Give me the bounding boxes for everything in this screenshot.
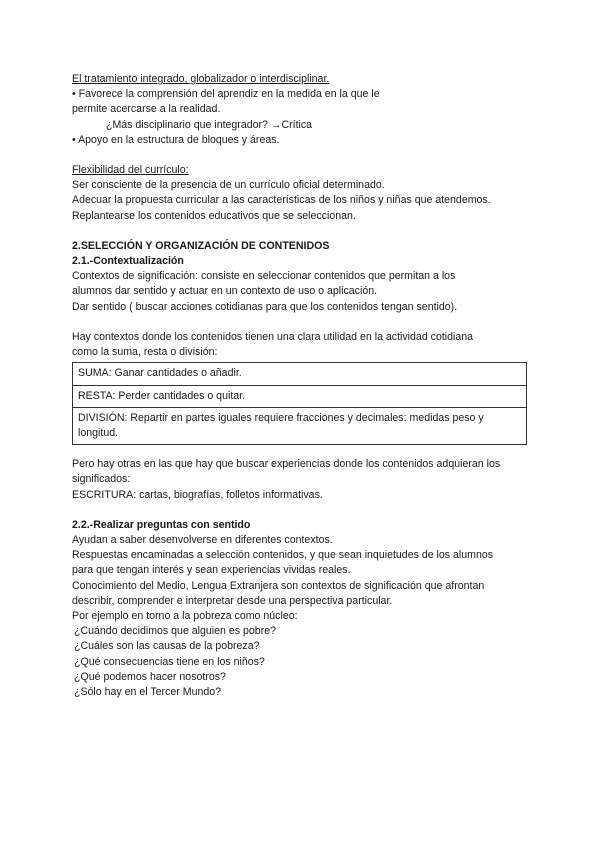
flexibility-line: Ser consciente de la presencia de un currículo oficial determinado. [72,179,385,192]
subsection-heading: 2.2.-Realizar preguntas con sentido [72,518,251,531]
paragraph-line: Dar sentido ( buscar acciones cotidianas para que los contenidos tengan sentido). [72,300,458,313]
table-cell-suma: SUMA: Ganar cantidades o añadir. [73,363,527,386]
question-line: ¿Cuándo decidimos que alguien es pobre? [74,625,277,638]
paragraph-line: significados: [72,473,131,486]
integrated-critique: ¿Más disciplinario que integrador? →Crítica [106,118,313,131]
paragraph-line: Respuestas encaminadas a selección contenidos, y que sean inquietudes de los alumnos [72,549,494,562]
paragraph-line: Ayudan a saber desenvolverse en diferentes contextos. [72,534,333,547]
paragraph-line: Conocimiento del Medio, Lengua Extranjera son contextos de significación que afrontan [72,579,485,592]
question-line: ¿Qué consecuencias tiene en los niños? [74,655,265,668]
question-line: ¿Qué podemos hacer nosotros? [74,670,226,683]
flexibility-heading: Flexibilidad del currículo: [72,164,189,177]
paragraph-line: como la suma, resta o división: [72,346,218,359]
integrated-bullet-1-cont: permite acercarse a la realidad. [72,103,221,116]
paragraph-line: Pero hay otras en las que hay que buscar experiencias donde los contenidos adquieran los [72,458,501,471]
flexibility-line: Adecuar la propuesta curricular a las características de los niños y niñas que atendemos. [72,194,491,207]
operations-table [72,362,527,445]
flexibility-line: Replantearse los contenidos educativos que se seleccionan. [72,209,356,222]
question-line: ¿Cuáles son las causas de la pobreza? [74,640,260,653]
section-heading: 2.SELECCIÓN Y ORGANIZACIÓN DE CONTENIDOS [72,239,330,252]
table-cell-resta: RESTA: Perder cantidades o quitar. [73,385,527,408]
integrated-bullet-1: • Favorece la comprensión del aprendiz en la medida en la que le [72,88,380,101]
table-row [73,385,527,408]
document-body [72,72,532,700]
paragraph-line: describir, comprender e interpretar desde una perspectiva particular. [72,594,393,607]
paragraph-line: ESCRITURA: cartas, biografías, folletos informativas. [72,488,323,501]
paragraph-line: alumnos dar sentido y actuar en un contexto de uso o aplicación. [72,285,378,298]
integrated-heading: El tratamiento integrado, globalizador o interdisciplinar. [72,73,330,85]
table-cell-division: DIVISIÓN: Repartir en partes iguales requiere fracciones y decimales: medidas peso y longitud. [73,408,527,445]
integrated-bullet-2: • Apoyo en la estructura de bloques y áreas. [72,133,280,146]
subsection-heading: 2.1.-Contextualización [72,255,184,268]
paragraph-line: Hay contextos donde los contenidos tienen una clara utilidad en la actividad cotidiana [72,330,474,343]
paragraph-line: para que tengan interés y sean experiencias vividas reales. [72,564,351,577]
paragraph-line: Por ejemplo en torno a la pobreza como núcleo: [72,610,298,623]
paragraph-line: Contextos de significación: consiste en seleccionar contenidos que permitan a los [72,270,456,283]
table-row [73,363,527,386]
question-line: ¿Sólo hay en el Tercer Mundo? [74,686,222,699]
table-row [73,408,527,445]
